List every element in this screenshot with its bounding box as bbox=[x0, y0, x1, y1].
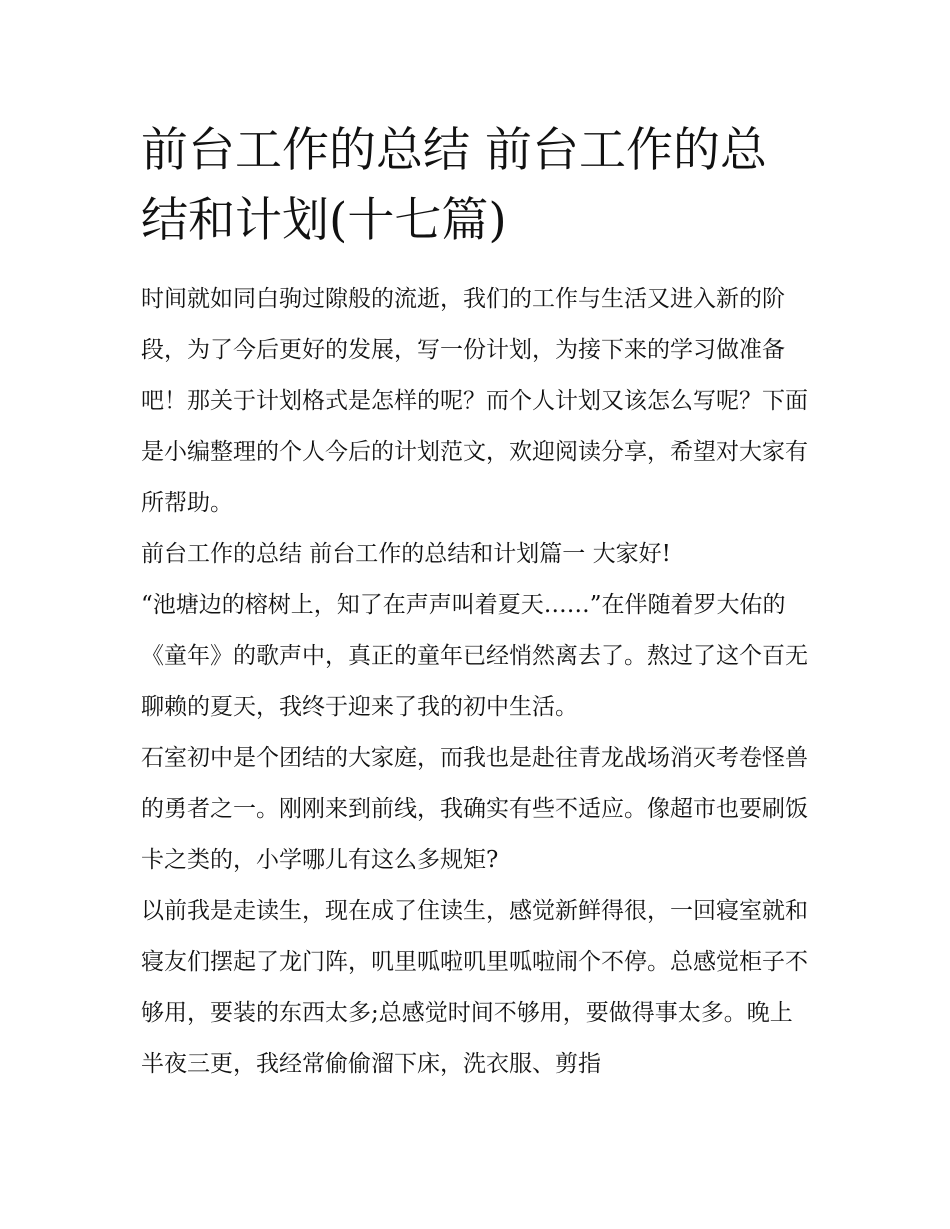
document-content bbox=[141, 116, 813, 1090]
paragraph-intro: 时间就如同白驹过隙般的流逝，我们的工作与生活又进入新的阶段，为了今后更好的发展，写一份计划，为接下来的学习做准备吧！那关于计划格式是怎样的呢？而个人计划又该怎么写呢？下面是小编整理的个人今后的计划范文，欢迎阅读分享，希望对大家有所帮助。 bbox=[141, 286, 808, 516]
paragraph-childhood: “池塘边的榕树上，知了在声声叫着夏天……”在伴随着罗大佑的《童年》的歌声中，真正的童年已经悄然离去了。熬过了这个百无聊赖的夏天，我终于迎来了我的初中生活。 bbox=[141, 592, 808, 720]
paragraph-section-heading: 前台工作的总结 前台工作的总结和计划篇一 大家好! bbox=[141, 541, 671, 567]
document-title: 前台工作的总结 前台工作的总结和计划(十七篇) bbox=[141, 123, 767, 248]
paragraph-dorm: 以前我是走读生，现在成了住读生，感觉新鲜得很，一回寝室就和寝友们摆起了龙门阵，叽里呱啦叽里呱啦闹个不停。总感觉柜子不够用，要装的东西太多;总感觉时间不够用，要做得事太多。晚上半夜三更，我经常偷偷溜下床，洗衣服、剪指 bbox=[141, 898, 808, 1077]
document-body bbox=[141, 274, 813, 1090]
paragraph-school: 石室初中是个团结的大家庭，而我也是赴往青龙战场消灭考卷怪兽的勇者之一。刚刚来到前线，我确实有些不适应。像超市也要刷饭卡之类的，小学哪儿有这么多规矩? bbox=[141, 745, 808, 873]
